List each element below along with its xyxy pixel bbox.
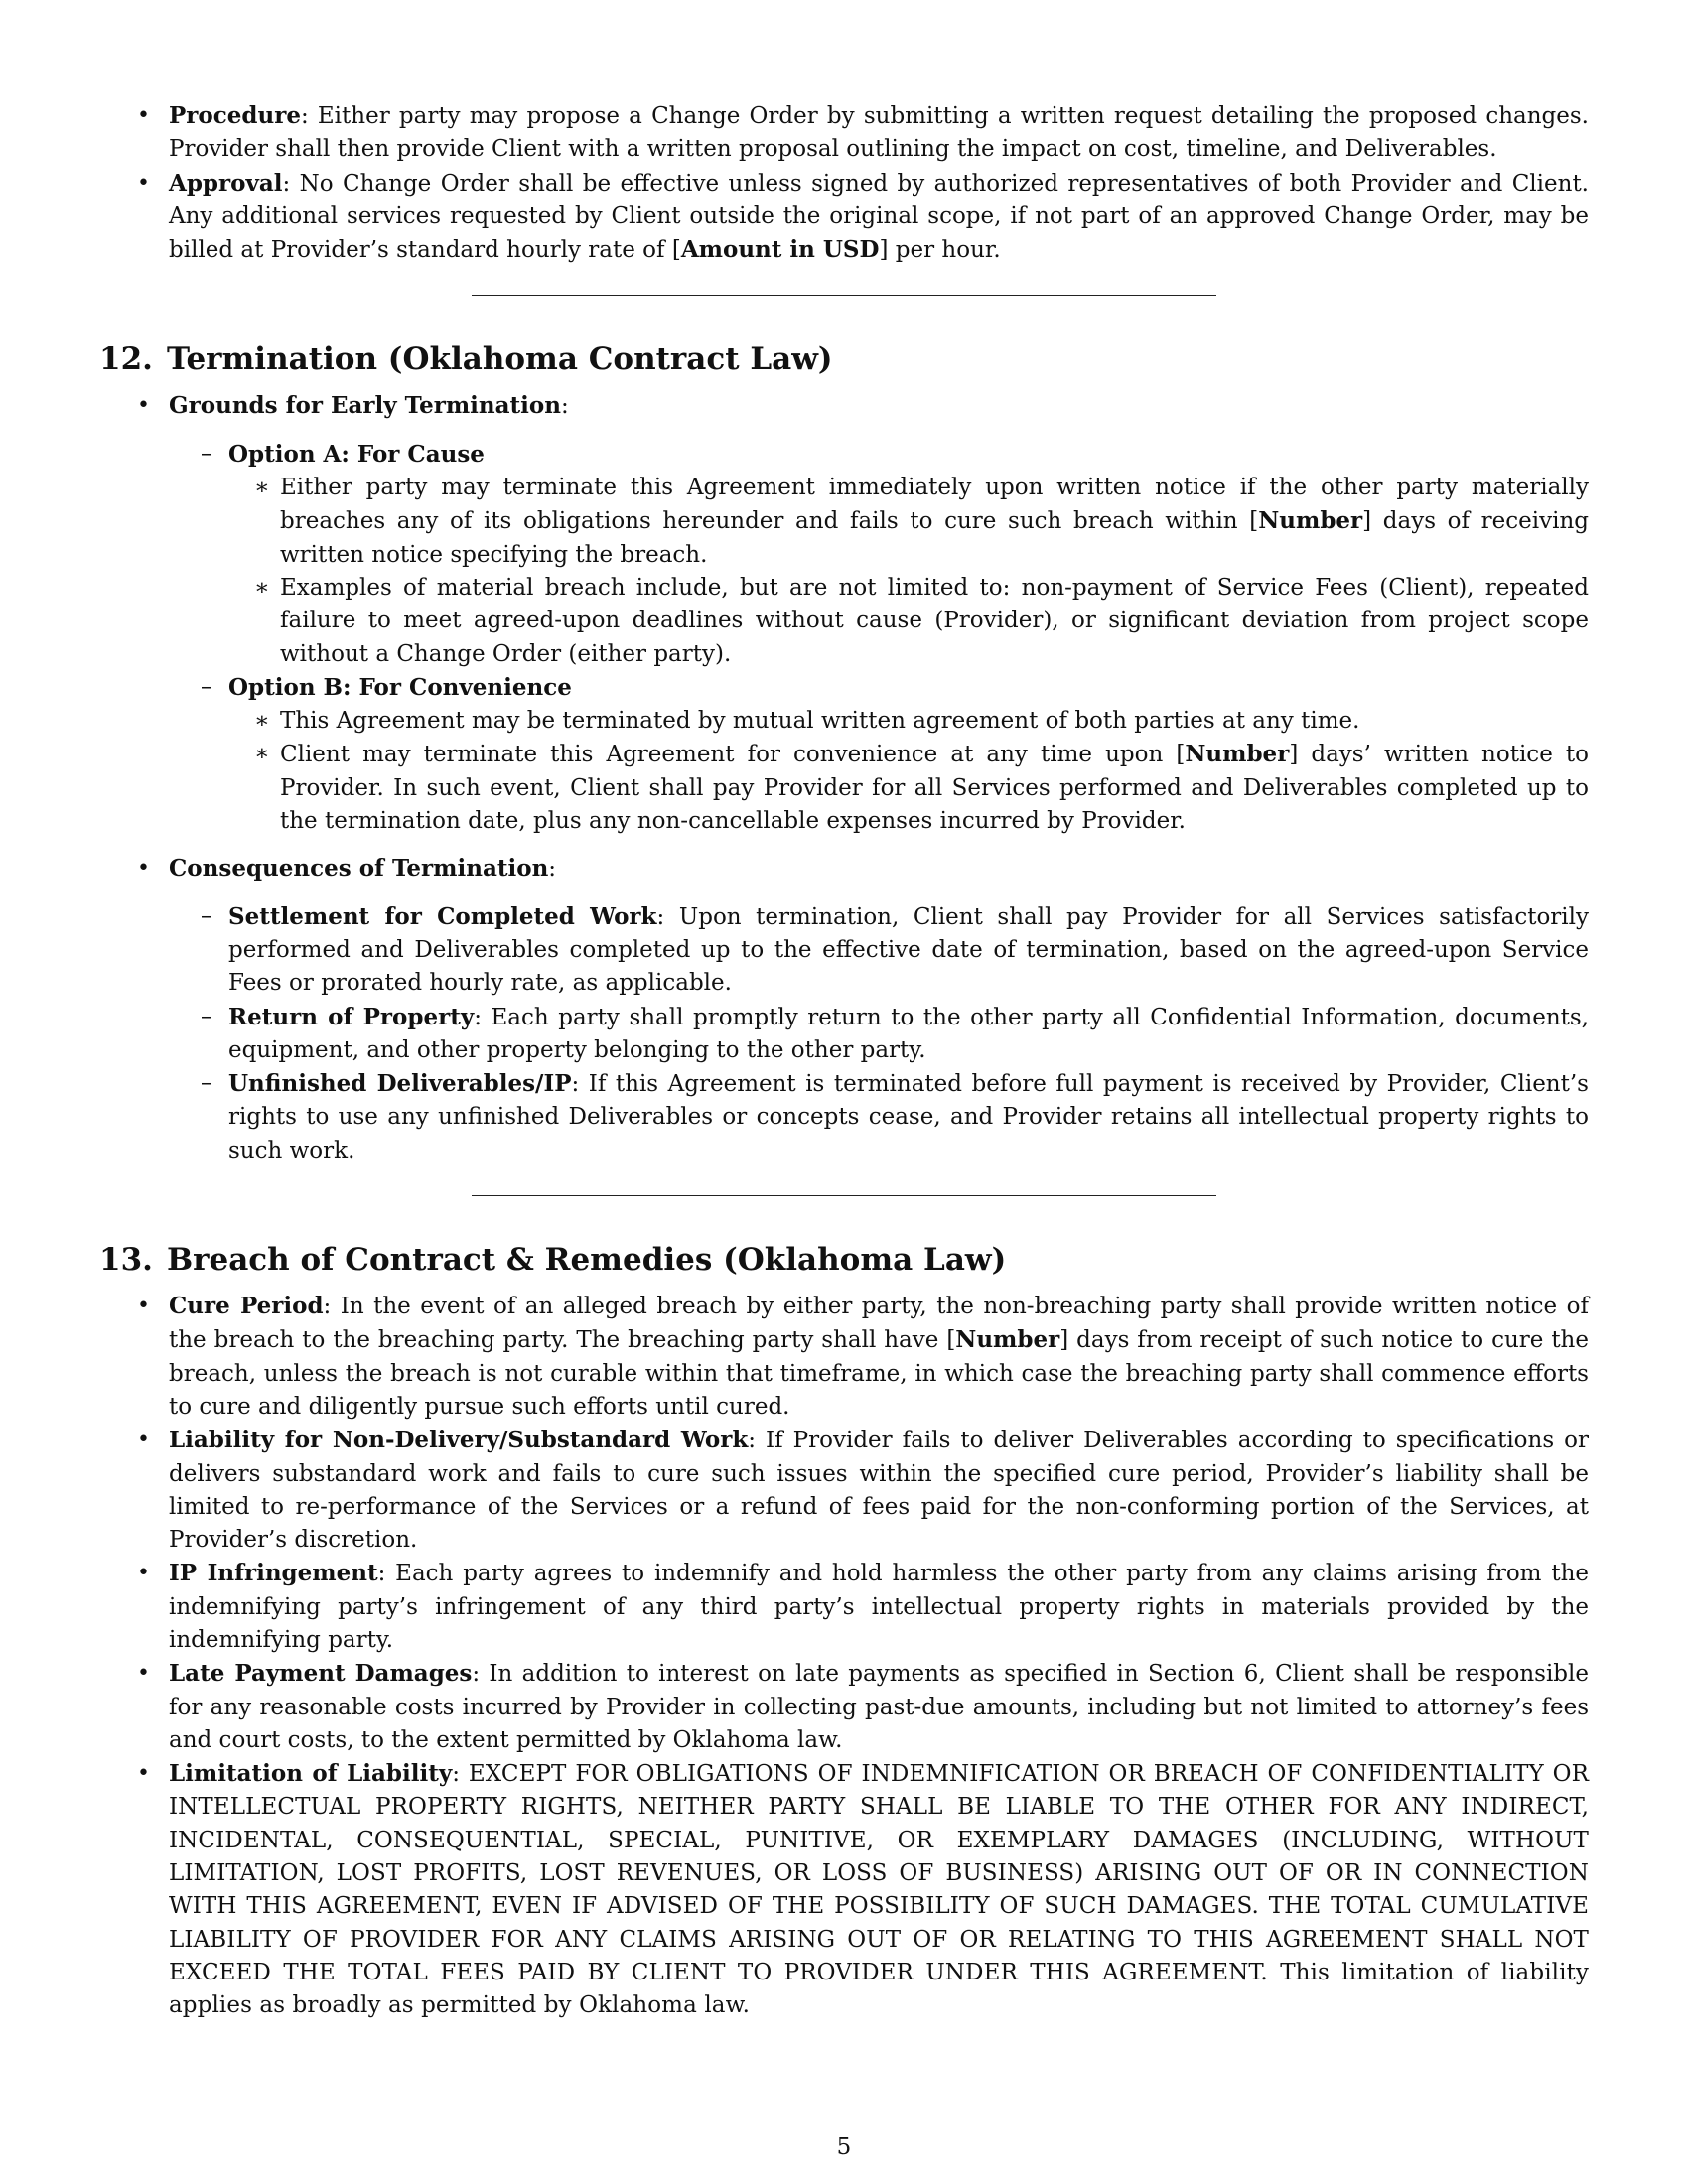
option-a-item — [228, 572, 1589, 671]
term-late-payment: Late Payment Damages — [169, 1660, 473, 1688]
late-text: : In addition to interest on late payments as specified in Section 6, Client shall be responsible for any reasonable costs incurred by Provider in collecting past-due amounts, including but not limited to attorney’s fees and court costs, to the extent permitted by Oklahoma law. — [169, 1661, 1589, 1753]
option-b-item — [228, 738, 1589, 838]
consequence-unfinished — [169, 1067, 1589, 1167]
approval-text: : No Change Order shall be effective unless signed by authorized representatives of both Provider and Client. Any additional services requested by Client outside the original scope, if not part of an approved Change Order, may be billed at Provider’s standard hourly rate of [ — [169, 170, 1589, 264]
placeholder-number: Number — [1258, 507, 1363, 535]
section-13-number: 13. — [99, 1242, 153, 1279]
colon: : — [560, 393, 569, 420]
grounds-options — [169, 438, 1589, 839]
term-return: Return of Property — [228, 1003, 475, 1030]
term-grounds: Grounds for Early Termination — [169, 392, 561, 420]
list-item-late-payment — [99, 1657, 1589, 1757]
liability-text: : If Provider fails to deliver Deliverables according to specifications or delivers substandard work and fails to cure such issues within the specified cure period, Provider’s liability shall be limited to re-performance of the Services or a refund of fees paid for the non-conforming portion of the Services, at Provider’s discretion. — [169, 1428, 1589, 1554]
option-b-items — [228, 705, 1589, 838]
term-ip: IP Infringement — [169, 1560, 378, 1587]
consequence-settlement — [169, 900, 1589, 1001]
section-13-heading — [99, 1240, 1589, 1280]
settlement-text: : Upon termination, Client shall pay Provider for all Services satisfactorily performed and Deliverables completed up to the effective date of termination, based on the agreed-upon Service Fees or prorated hourly rate, as applicable. — [228, 903, 1589, 997]
option-b-item — [228, 705, 1589, 738]
term-limitation: Limitation of Liability — [169, 1760, 453, 1788]
option-a — [169, 438, 1589, 671]
option-b-label: Option B: For Convenience — [228, 673, 572, 701]
list-item-approval — [99, 167, 1589, 268]
term-liability: Liability for Non-Delivery/Substandard Work — [169, 1427, 749, 1454]
page-content — [99, 99, 1589, 2023]
option-b-item2-text: Client may terminate this Agreement for convenience at any time upon [ — [280, 742, 1186, 768]
option-b — [169, 671, 1589, 838]
section-12-list — [99, 389, 1589, 1167]
change-order-list — [99, 99, 1589, 267]
placeholder-amount: Amount in USD — [680, 236, 880, 264]
section-12-number: 12. — [99, 341, 153, 378]
section-divider — [472, 1195, 1216, 1196]
placeholder-number: Number — [955, 1326, 1060, 1354]
section-12-heading — [99, 340, 1589, 379]
list-item-procedure — [99, 99, 1589, 167]
term-approval: Approval — [169, 169, 283, 197]
cure-text: : In the event of an alleged breach by either party, the non-breaching party shall provide written notice of the breach to the breaching party. The breaching party shall have [ — [169, 1294, 1589, 1354]
list-item-limitation — [99, 1757, 1589, 2022]
term-unfinished: Unfinished Deliverables/IP — [228, 1070, 572, 1098]
section-13-title: Breach of Contract & Remedies (Oklahoma Law) — [166, 1242, 1007, 1279]
consequences-items — [169, 900, 1589, 1167]
list-item-liability — [99, 1424, 1589, 1557]
option-b-item1-text: This Agreement may be terminated by mutual written agreement of both parties at any time. — [280, 708, 1360, 735]
section-13-list — [99, 1290, 1589, 2023]
option-a-label: Option A: For Cause — [228, 440, 485, 468]
colon: : — [548, 856, 557, 883]
term-procedure: Procedure — [169, 102, 301, 129]
option-a-item1-text-end: ] days of receiving written notice specifying the breach. — [280, 508, 1590, 568]
approval-text-end: ] per hour. — [879, 237, 1001, 264]
placeholder-number: Number — [1185, 741, 1290, 768]
section-12-title: Termination (Oklahoma Contract Law) — [166, 341, 833, 378]
list-item-cure-period — [99, 1290, 1589, 1424]
option-b-item2-text-end: ] days’ written notice to Provider. In such event, Client shall pay Provider for all Services performed and Deliverables completed up to the termination date, plus any non-cancellable expenses incurred by Provider. — [280, 742, 1589, 835]
list-item-ip — [99, 1557, 1589, 1657]
cure-text-end: ] days from receipt of such notice to cure the breach, unless the breach is not curable within that timeframe, in which case the breaching party shall commence efforts to cure and diligently pursue such efforts until cured. — [169, 1327, 1589, 1420]
option-a-item2-text: Examples of material breach include, but are not limited to: non-payment of Service Fees (Client), repeated failure to meet agreed-upon deadlines without cause (Provider), or significant deviation from project scope without a Change Order (either party). — [280, 574, 1589, 667]
unfinished-text: : If this Agreement is terminated before full payment is received by Provider, Client’s rights to use any unfinished Deliverables or concepts cease, and Provider retains all intellectual property rights to such work. — [228, 1071, 1589, 1163]
consequence-return — [169, 1001, 1589, 1068]
limitation-text: : EXCEPT FOR OBLIGATIONS OF INDEMNIFICATION OR BREACH OF CONFIDENTIALITY OR INTELLECTUAL PROPERTY RIGHTS, NEITHER PARTY SHALL BE LIABLE TO THE OTHER FOR ANY INDIRECT, INCIDENTAL, CONSEQUENTIAL, SPECIAL, PUNITIVE, OR EXEMPLARY DAMAGES (INCLUDING, WITHOUT LIMITATION, LOST PROFITS, LOST REVENUES, OR LOSS OF BUSINESS) ARISING OUT OF OR IN CONNECTION WITH THIS AGREEMENT, EVEN IF ADVISED OF THE POSSIBILITY OF SUCH DAMAGES. THE TOTAL CUMULATIVE LIABILITY OF PROVIDER FOR ANY CLAIMS ARISING OUT OF OR RELATING TO THIS AGREEMENT SHALL NOT EXCEED THE TOTAL FEES PAID BY CLIENT TO PROVIDER UNDER THIS AGREEMENT. This limitation of liability applies as broadly as permitted by Oklahoma law. — [169, 1761, 1589, 2019]
list-item-consequences — [99, 852, 1589, 1167]
procedure-text: : Either party may propose a Change Order by submitting a written request detailing the proposed changes. Provider shall then provide Client with a written proposal outlining the impact on cost, timeline, and Deliverables. — [169, 103, 1589, 163]
option-a-item — [228, 472, 1589, 572]
return-text: : Each party shall promptly return to the other party all Confidential Information, documents, equipment, and other property belonging to the other party. — [228, 1004, 1589, 1063]
list-item-grounds — [99, 389, 1589, 838]
section-divider — [472, 295, 1216, 296]
term-settlement: Settlement for Completed Work — [228, 902, 657, 930]
option-a-item1-text: Either party may terminate this Agreement immediately upon written notice if the other party materially breaches any of its obligations hereunder and fails to cure such breach within [ — [280, 475, 1589, 535]
page-number: 5 — [836, 2134, 852, 2160]
option-a-items — [228, 472, 1589, 671]
term-cure-period: Cure Period — [169, 1293, 324, 1320]
term-consequences: Consequences of Termination — [169, 855, 549, 883]
ip-text: : Each party agrees to indemnify and hold harmless the other party from any claims arising from the indemnifying party’s infringement of any third party’s intellectual property rights in materials provided by the indemnifying party. — [169, 1561, 1589, 1653]
